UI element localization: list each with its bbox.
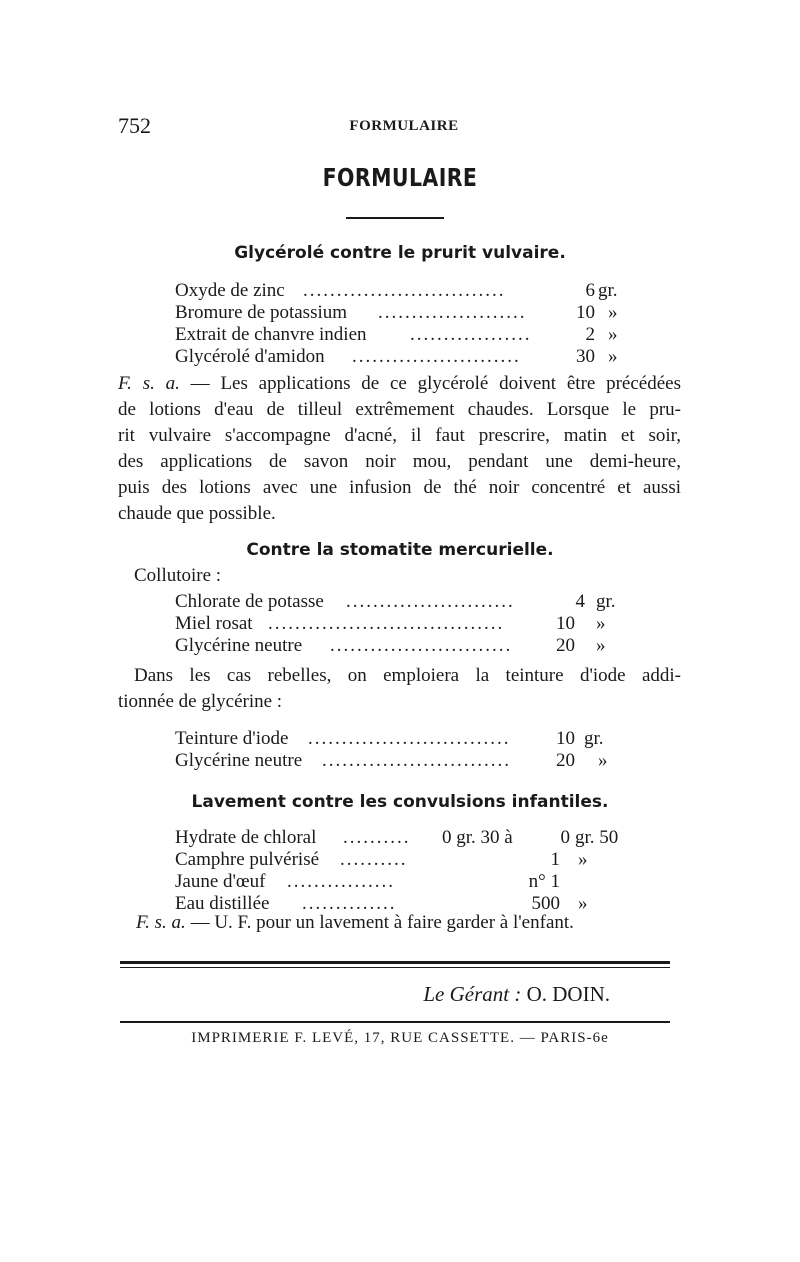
manager-role: Le Gérant :	[423, 982, 522, 1006]
ingredient-name: Extrait de chanvre indien	[175, 324, 367, 345]
ingredient-unit: gr.	[598, 280, 618, 301]
note-line: rit vulvaire s'accompagne d'acné, il faut prescrire, matin et soir,	[118, 425, 681, 446]
imprint-rule	[120, 1021, 670, 1023]
preparation-note	[118, 371, 681, 527]
ingredient-name: Eau distillée	[175, 893, 270, 914]
ingredient-unit: »	[578, 893, 588, 914]
ingredient-name: Camphre pulvérisé	[175, 849, 320, 870]
ingredient-qty: 20	[556, 635, 575, 656]
note-line: tionnée de glycérine :	[118, 691, 283, 712]
leader-dots: ................	[287, 871, 395, 892]
leader-dots: ..................	[410, 324, 532, 345]
ingredient-qty: 10	[556, 613, 575, 634]
ingredient-name: Teinture d'iode	[175, 728, 289, 749]
ingredient-qty: 4	[575, 591, 585, 612]
title-rule	[346, 217, 444, 219]
ingredient-qty-alt: 1	[550, 849, 560, 870]
section-subtitle: Collutoire :	[134, 565, 222, 586]
ingredient-unit: »	[596, 635, 606, 656]
ingredient-qty: 6	[585, 280, 595, 301]
ingredient-row	[0, 827, 800, 849]
ingredient-unit: »	[608, 324, 618, 345]
ingredient-unit: »	[608, 302, 618, 323]
note-lead: F. s. a.	[118, 373, 180, 394]
ingredient-qty: 10	[576, 302, 595, 323]
leader-dots: ...................................	[268, 613, 505, 634]
ingredient-row	[0, 346, 800, 368]
ingredient-row	[0, 635, 800, 657]
ingredient-qty-alt: n° 1	[528, 871, 560, 892]
manager-name: O. DOIN.	[526, 982, 610, 1006]
leader-dots: ......................	[378, 302, 527, 323]
leader-dots: ..............................	[308, 728, 511, 749]
note-line: puis des lotions avec une infusion de thé noir concentré et aussi	[118, 477, 681, 498]
ingredient-row	[0, 280, 800, 302]
ingredient-unit: gr.	[584, 728, 604, 749]
ingredient-name: Bromure de potassium	[175, 302, 348, 323]
ingredient-qty-alt: 500	[531, 893, 560, 914]
printer-imprint: IMPRIMERIE F. LEVÉ, 17, RUE CASSETTE. — PARIS-6e	[191, 1030, 609, 1046]
leader-dots: .........................	[352, 346, 521, 367]
leader-dots: ..............................	[303, 280, 506, 301]
ingredient-row	[0, 849, 800, 871]
ingredient-row	[0, 728, 800, 750]
note-line: des applications de savon noir mou, pendant une demi-heure,	[118, 451, 681, 472]
ingredient-name: Oxyde de zinc	[175, 280, 285, 301]
ingredient-unit: »	[598, 750, 608, 771]
section-title-lavement: Lavement contre les convulsions infantiles.	[191, 792, 609, 812]
ingredient-qty-alt: 0	[560, 827, 570, 848]
note-lead: F. s. a.	[136, 912, 186, 933]
page-title: FORMULAIRE	[322, 163, 478, 192]
ingredient-qty: 30	[576, 346, 595, 367]
ingredient-row	[0, 324, 800, 346]
ingredient-row	[0, 591, 800, 613]
section-title-prurit: Glycérolé contre le prurit vulvaire.	[234, 243, 566, 263]
ingredient-name: Glycérine neutre	[175, 750, 303, 771]
note-text: — U. F. pour un lavement à faire garder à l'enfant.	[185, 912, 574, 933]
leader-dots: .........................	[346, 591, 515, 612]
section-title-stomatite: Contre la stomatite mercurielle.	[246, 540, 554, 560]
note-line: chaude que possible.	[118, 503, 276, 524]
footer-rule-thin	[120, 967, 670, 968]
manager-signature	[0, 982, 610, 1007]
ingredient-qty: 10	[556, 728, 575, 749]
page-number: 752	[118, 113, 151, 138]
ingredient-row	[0, 302, 800, 324]
leader-dots: ...........................	[330, 635, 513, 656]
ingredient-unit: gr.	[596, 591, 616, 612]
leader-dots: ..............	[302, 893, 397, 914]
ingredient-name: Glycérolé d'amidon	[175, 346, 325, 367]
ingredient-name: Hydrate de chloral	[175, 827, 317, 848]
ingredient-qty: 0 gr. 30 à	[442, 827, 513, 848]
ingredient-row	[0, 613, 800, 635]
leader-dots: ..........	[343, 827, 411, 848]
ingredient-qty: 20	[556, 750, 575, 771]
ingredient-row	[0, 871, 800, 893]
note-line: Dans les cas rebelles, on emploiera la teinture d'iode addi-	[134, 665, 681, 686]
ingredient-unit: »	[596, 613, 606, 634]
ingredient-unit: gr. 50	[575, 827, 619, 848]
ingredient-unit: »	[578, 849, 588, 870]
leader-dots: ............................	[322, 750, 511, 771]
ingredient-name: Miel rosat	[175, 613, 253, 634]
ingredient-unit: »	[608, 346, 618, 367]
ingredient-qty: 2	[585, 324, 595, 345]
ingredient-name: Chlorate de potasse	[175, 591, 324, 612]
ingredient-row	[0, 750, 800, 772]
running-title: FORMULAIRE	[349, 118, 459, 134]
footer-rule-thick	[120, 961, 670, 964]
note-line: de lotions d'eau de tilleul extrêmement chaudes. Lorsque le pru-	[118, 399, 681, 420]
leader-dots: ..........	[340, 849, 408, 870]
ingredient-name: Jaune d'œuf	[175, 871, 266, 892]
ingredient-name: Glycérine neutre	[175, 635, 303, 656]
dosage-note	[118, 663, 681, 715]
note-line: F. s. a. — Les applications de ce glycérolé doivent être précédées	[118, 373, 681, 394]
preparation-note	[136, 912, 574, 934]
